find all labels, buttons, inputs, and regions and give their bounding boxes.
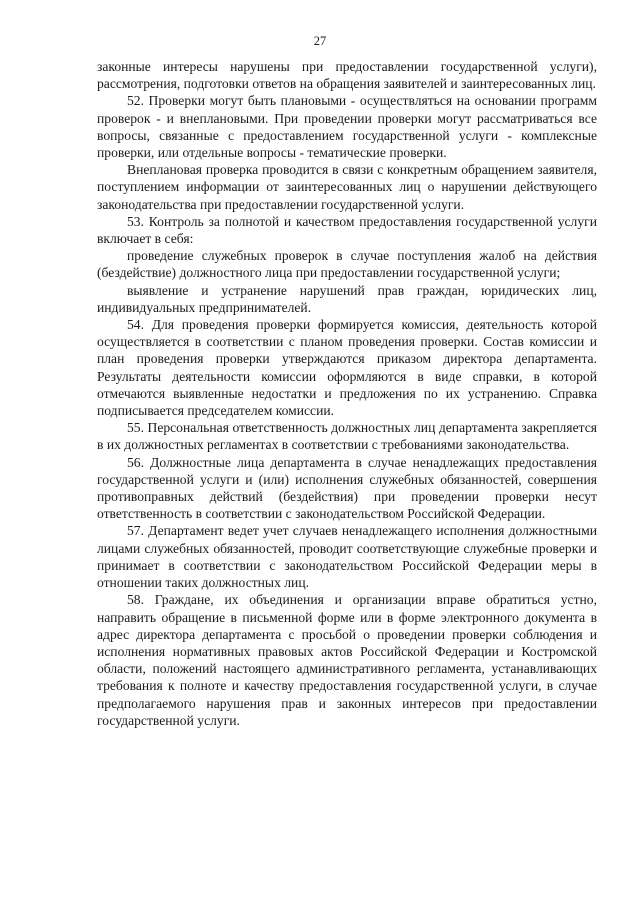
paragraph-58: 58. Граждане, их объединения и организации вправе обратиться устно, направить обращение в письменной форме или в форме электронного документа в адрес директора департамента с просьбой о проведении проверки соблюдения и исполнения нормативных правовых актов Российской Федерации и Костромской области, положений настоящего административного регламента, устанавливающих требования к полноте и качеству предоставления государственной услуги, в случае предполагаемого нарушения прав и законных интересов при предоставлении государственной услуги. [97,592,597,728]
document-body [97,58,597,729]
paragraph-54: 54. Для проведения проверки формируется комиссия, деятельность которой осуществляется в соответствии с планом проведения проверки. Состав комиссии и план проведения проверки утверждаются приказом директора департамента. Результаты деятельности комиссии оформляются в виде справки, в которой отмечаются выявленные недостатки и предложения по их устранению. Справка подписывается председателем комиссии. [97,317,597,419]
paragraph-unscheduled-inspection: Внеплановая проверка проводится в связи с конкретным обращением заявителя, поступлением информации от заинтересованных лиц о нарушении действующего законодательства при предоставлении государственной услуги. [97,162,597,212]
page-number: 27 [313,34,327,48]
paragraph-53-item-2: выявление и устранение нарушений прав граждан, юридических лиц, индивидуальных предпринимателей. [97,282,597,315]
paragraph-56: 56. Должностные лица департамента в случае ненадлежащих предоставления государственной услуги и (или) исполнения служебных обязанностей, совершения противоправных действий (бездействия) при проведении проверки несут ответственность в соответствии с законодательством Российской Федерации. [97,454,597,522]
paragraph-53: 53. Контроль за полнотой и качеством предоставления государственной услуги включает в себя: [97,213,597,247]
paragraph-53-item-1: проведение служебных проверок в случае поступления жалоб на действия (бездействие) должностного лица при предоставлении государственной услуги; [97,248,597,281]
paragraph-57: 57. Департамент ведет учет случаев ненадлежащего исполнения должностными лицами служебных обязанностей, проводит соответствующие служебные проверки и принимает в соответствии с законодательством Российской Федерации меры в отношении таких должностных лиц. [97,523,597,591]
paragraph-55: 55. Персональная ответственность должностных лиц департамента закрепляется в их должностных регламентах в соответствии с требованиями законодательства. [97,420,597,453]
paragraph-continuation: законные интересы нарушены при предоставлении государственной услуги), рассмотрения, подготовки ответов на обращения заявителей и заинтересованных лиц. [97,59,597,92]
paragraph-52: 52. Проверки могут быть плановыми - осуществляться на основании программ проверок - и внеплановыми. При проведении проверки могут рассматриваться все вопросы, связанные с предоставлением государственной услуги - комплексные проверки, или отдельные вопросы - тематические проверки. [97,93,597,161]
